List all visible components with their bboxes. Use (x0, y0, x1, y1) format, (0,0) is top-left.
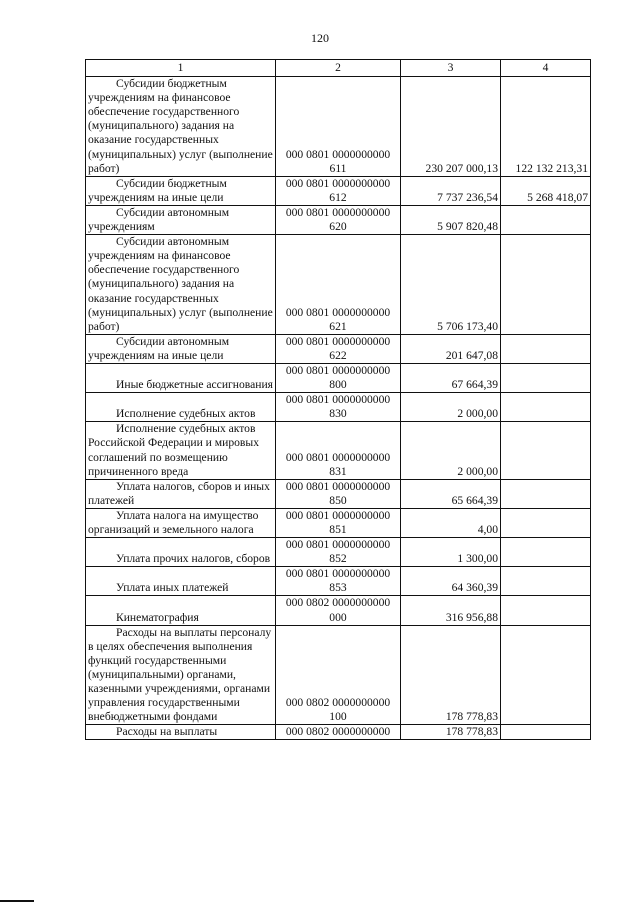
row-name-cell (86, 538, 276, 567)
table-row (86, 77, 591, 177)
table-row (86, 176, 591, 205)
row-executed: 122 132 213,31 (501, 77, 591, 177)
row-amount: 178 778,83 (401, 725, 501, 740)
row-name: Уплата налога на имущество организаций и земельного налога (88, 508, 259, 536)
row-name: Субсидии автономным учреждениям (88, 205, 230, 234)
row-executed (501, 596, 591, 625)
table-row (86, 538, 591, 567)
table-row (86, 205, 591, 234)
row-amount: 5 907 820,48 (401, 205, 501, 234)
row-executed (501, 725, 591, 740)
row-name-cell (86, 508, 276, 537)
row-name: Исполнение судебных актов (116, 407, 256, 421)
row-executed (501, 538, 591, 567)
row-name: Уплата налогов, сборов и иных платежей (88, 479, 270, 507)
row-name-cell (86, 235, 276, 335)
table-row (86, 334, 591, 363)
row-code: 000 0801 0000000000 851 (276, 508, 401, 537)
table-row (86, 363, 591, 392)
table-row (86, 479, 591, 508)
row-amount: 2 000,00 (401, 393, 501, 422)
row-name-cell (86, 393, 276, 422)
row-name-cell (86, 334, 276, 363)
page-number: 120 (311, 31, 329, 45)
row-code: 000 0801 0000000000 831 (276, 422, 401, 479)
row-name: Уплата иных платежей (116, 581, 229, 595)
row-code: 000 0801 0000000000 621 (276, 235, 401, 335)
row-name-cell (86, 422, 276, 479)
row-amount: 201 647,08 (401, 334, 501, 363)
row-code: 000 0801 0000000000 612 (276, 176, 401, 205)
row-amount: 64 360,39 (401, 567, 501, 596)
row-name-cell (86, 567, 276, 596)
row-name-cell (86, 725, 276, 740)
table-row (86, 422, 591, 479)
row-amount: 230 207 000,13 (401, 77, 501, 177)
row-name-cell (86, 625, 276, 725)
table-row (86, 508, 591, 537)
table-row (86, 235, 591, 335)
row-executed (501, 567, 591, 596)
row-code: 000 0801 0000000000 830 (276, 393, 401, 422)
table-row (86, 567, 591, 596)
table-row (86, 625, 591, 725)
row-name: Субсидии автономным учреждениям на иные цели (88, 334, 230, 362)
column-header: 2 (276, 60, 401, 77)
table-row (86, 596, 591, 625)
row-name-cell (86, 205, 276, 234)
row-amount: 5 706 173,40 (401, 235, 501, 335)
table-row (86, 393, 591, 422)
row-executed (501, 479, 591, 508)
row-code: 000 0801 0000000000 611 (276, 77, 401, 177)
row-name-cell (86, 363, 276, 392)
row-name: Расходы на выплаты персоналу в целях обеспечения выполнения функций государственными (муниципальными) органами, казенными учреждениями, органами управления государственными внебюджетными фондами (88, 625, 272, 724)
row-executed: 5 268 418,07 (501, 176, 591, 205)
row-name: Иные бюджетные ассигнования (116, 378, 273, 392)
row-amount: 1 300,00 (401, 538, 501, 567)
row-executed (501, 334, 591, 363)
column-header: 1 (86, 60, 276, 77)
row-name: Субсидии бюджетным учреждениям на иные цели (88, 176, 227, 204)
row-code: 000 0802 0000000000 000 (276, 596, 401, 625)
row-code: 000 0801 0000000000 800 (276, 363, 401, 392)
row-executed (501, 508, 591, 537)
row-executed (501, 205, 591, 234)
budget-table (85, 59, 591, 740)
table-header-row (86, 60, 591, 77)
row-executed (501, 235, 591, 335)
row-code: 000 0802 0000000000 (276, 725, 401, 740)
row-name: Кинематография (116, 610, 199, 624)
row-code: 000 0801 0000000000 852 (276, 538, 401, 567)
table-row (86, 725, 591, 740)
row-executed (501, 363, 591, 392)
column-header: 3 (401, 60, 501, 77)
row-amount: 178 778,83 (401, 625, 501, 725)
row-name: Уплата прочих налогов, сборов (116, 552, 271, 566)
row-name-cell (86, 596, 276, 625)
row-name-cell (86, 176, 276, 205)
row-code: 000 0801 0000000000 850 (276, 479, 401, 508)
row-amount: 4,00 (401, 508, 501, 537)
row-name: Расходы на выплаты (116, 725, 218, 739)
row-name: Исполнение судебных актов Российской Федерации и мировых соглашений по возмещению причиненного вреда (88, 422, 259, 478)
row-code: 000 0801 0000000000 622 (276, 334, 401, 363)
row-name: Субсидии автономным учреждениям на финансовое обеспечение государственного (муниципального) задания на оказание государственных (муниципальных) услуг (выполнение работ) (88, 235, 273, 333)
row-code: 000 0801 0000000000 853 (276, 567, 401, 596)
column-header: 4 (501, 60, 591, 77)
row-amount: 2 000,00 (401, 422, 501, 479)
row-code: 000 0802 0000000000 100 (276, 625, 401, 725)
row-code: 000 0801 0000000000 620 (276, 205, 401, 234)
row-name-cell (86, 77, 276, 177)
row-executed (501, 422, 591, 479)
row-name: Субсидии бюджетным учреждениям на финансовое обеспечение государственного (муниципального) задания на оказание государственных (муниципальных) услуг (выполнение работ) (88, 77, 273, 175)
row-amount: 7 737 236,54 (401, 176, 501, 205)
row-name-cell (86, 479, 276, 508)
row-amount: 67 664,39 (401, 363, 501, 392)
row-executed (501, 393, 591, 422)
row-amount: 65 664,39 (401, 479, 501, 508)
page-edge-mark (0, 900, 34, 902)
row-executed (501, 625, 591, 725)
row-amount: 316 956,88 (401, 596, 501, 625)
